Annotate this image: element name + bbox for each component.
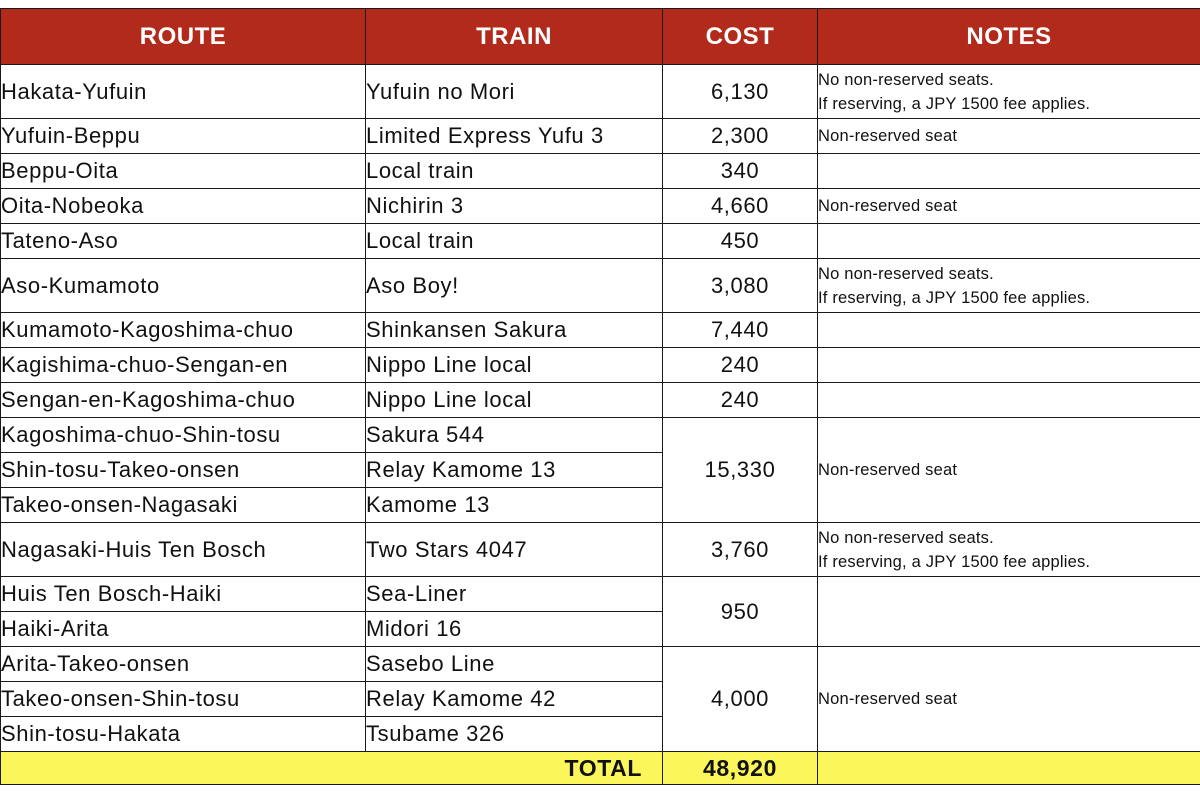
cost-cell: 340 [663, 154, 818, 189]
table-row [1, 65, 1200, 119]
cost-cell: 3,760 [663, 523, 818, 577]
route-cell: Yufuin-Beppu [1, 119, 366, 154]
route-cell: Sengan-en-Kagoshima-chuo [1, 383, 366, 418]
route-cell: Tateno-Aso [1, 224, 366, 259]
note-line: Non-reserved seat [818, 197, 958, 215]
table-row [1, 119, 1200, 154]
train-cell: Nichirin 3 [366, 189, 663, 224]
note-line: If reserving, a JPY 1500 fee applies. [818, 94, 1091, 113]
route-cell: Shin-tosu-Takeo-onsen [1, 453, 366, 488]
train-cell: Local train [366, 154, 663, 189]
route-cell: Takeo-onsen-Shin-tosu [1, 682, 366, 717]
route-cell: Oita-Nobeoka [1, 189, 366, 224]
notes-cell [818, 65, 1200, 119]
route-cell: Hakata-Yufuin [1, 65, 366, 119]
total-row [1, 752, 1200, 785]
table-row [1, 418, 1200, 453]
train-cell: Sasebo Line [366, 647, 663, 682]
train-cell: Midori 16 [366, 612, 663, 647]
table-row [1, 523, 1200, 577]
header-train: TRAIN [366, 9, 663, 65]
note-line: No non-reserved seats. [818, 528, 994, 547]
table-row [1, 577, 1200, 612]
notes-cell [818, 418, 1200, 523]
header-notes: NOTES [818, 9, 1200, 65]
route-cell: Kagoshima-chuo-Shin-tosu [1, 418, 366, 453]
total-notes-cell [818, 752, 1200, 785]
notes-cell [818, 119, 1200, 154]
cost-cell: 15,330 [663, 418, 818, 523]
note-line: Non-reserved seat [818, 127, 958, 145]
header-cost: COST [663, 9, 818, 65]
train-cell: Nippo Line local [366, 348, 663, 383]
cost-cell: 3,080 [663, 259, 818, 313]
route-cell: Huis Ten Bosch-Haiki [1, 577, 366, 612]
note-line: Non-reserved seat [818, 690, 958, 708]
train-cell: Sakura 544 [366, 418, 663, 453]
table-row [1, 348, 1200, 383]
route-cell: Aso-Kumamoto [1, 259, 366, 313]
table-row [1, 383, 1200, 418]
route-cell: Haiki-Arita [1, 612, 366, 647]
table-row [1, 259, 1200, 313]
train-cell: Tsubame 326 [366, 717, 663, 752]
train-cell: Relay Kamome 13 [366, 453, 663, 488]
cost-cell: 240 [663, 383, 818, 418]
table-row [1, 224, 1200, 259]
table-row [1, 154, 1200, 189]
header-route: ROUTE [1, 9, 366, 65]
cost-cell: 450 [663, 224, 818, 259]
route-cell: Arita-Takeo-onsen [1, 647, 366, 682]
route-cell: Kagishima-chuo-Sengan-en [1, 348, 366, 383]
cost-cell: 240 [663, 348, 818, 383]
cost-cell: 950 [663, 577, 818, 647]
notes-cell [818, 383, 1200, 418]
train-cell: Aso Boy! [366, 259, 663, 313]
train-cell: Yufuin no Mori [366, 65, 663, 119]
train-cost-table [0, 8, 1200, 785]
total-cost: 48,920 [663, 752, 818, 785]
route-cell: Nagasaki-Huis Ten Bosch [1, 523, 366, 577]
notes-cell [818, 154, 1200, 189]
note-line: Non-reserved seat [818, 461, 958, 479]
train-cell: Relay Kamome 42 [366, 682, 663, 717]
train-cell: Local train [366, 224, 663, 259]
route-cell: Kumamoto-Kagoshima-chuo [1, 313, 366, 348]
table-row [1, 189, 1200, 224]
route-cell: Shin-tosu-Hakata [1, 717, 366, 752]
cost-cell: 7,440 [663, 313, 818, 348]
note-line: If reserving, a JPY 1500 fee applies. [818, 552, 1091, 571]
train-cell: Limited Express Yufu 3 [366, 119, 663, 154]
train-cell: Shinkansen Sakura [366, 313, 663, 348]
notes-cell [818, 313, 1200, 348]
cost-cell: 6,130 [663, 65, 818, 119]
note-line: No non-reserved seats. [818, 264, 994, 283]
cost-cell: 4,660 [663, 189, 818, 224]
route-cell: Takeo-onsen-Nagasaki [1, 488, 366, 523]
table-row [1, 313, 1200, 348]
notes-cell [818, 348, 1200, 383]
cost-cell: 2,300 [663, 119, 818, 154]
cost-cell: 4,000 [663, 647, 818, 752]
train-cell: Sea-Liner [366, 577, 663, 612]
table-row [1, 647, 1200, 682]
notes-cell [818, 577, 1200, 647]
notes-cell [818, 224, 1200, 259]
total-label: TOTAL [1, 752, 663, 785]
notes-cell [818, 259, 1200, 313]
train-cell: Two Stars 4047 [366, 523, 663, 577]
notes-cell [818, 189, 1200, 224]
notes-cell [818, 647, 1200, 752]
header-row [1, 9, 1200, 65]
train-cell: Kamome 13 [366, 488, 663, 523]
notes-cell [818, 523, 1200, 577]
route-cell: Beppu-Oita [1, 154, 366, 189]
train-cell: Nippo Line local [366, 383, 663, 418]
note-line: No non-reserved seats. [818, 70, 994, 89]
note-line: If reserving, a JPY 1500 fee applies. [818, 288, 1091, 307]
